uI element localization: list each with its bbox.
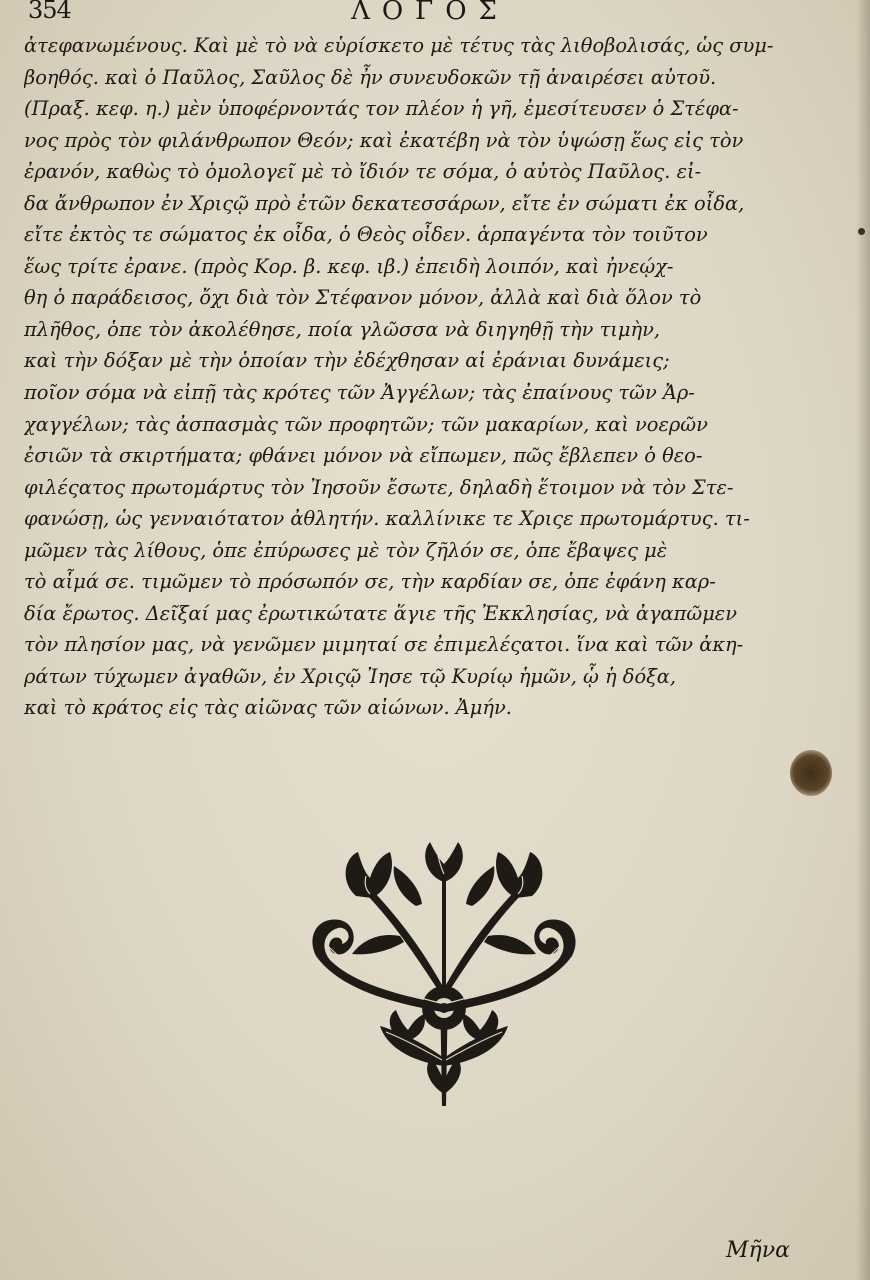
text-line: εἴτε ἐκτὸς τε σώματος ἐκ οἶδα, ὁ Θεὸς οἶδεν. ἁρπαγέντα τὸν τοιῦτον: [24, 223, 708, 247]
text-line: (Πραξ. κεφ. η.) μὲν ὑποφέρνοντάς τον πλέον ἡ γῆ, ἐμεσίτευσεν ὁ Στέφα-: [24, 97, 739, 121]
floral-ornament-icon: [296, 836, 592, 1108]
text-line: ἐσιῶν τὰ σκιρτήματα; φθάνει μόνον νὰ εἴπωμεν, πῶς ἔβλεπεν ὁ θεο-: [24, 444, 703, 468]
running-head: ΛΟΓΟΣ: [351, 0, 509, 26]
text-line: φανώσῃ, ὡς γενναιότατον ἀθλητήν. καλλίνικε τε Χριςε πρωτομάρτυς. τι-: [24, 507, 750, 531]
text-line: ἀτεφανωμένους. Καὶ μὲ τὸ νὰ εὑρίσκετο μὲ τέτυς τὰς λιθοβολισάς, ὡς συμ-: [24, 34, 774, 57]
text-line: πλῆθος, ὁπε τὸν ἀκολέθησε, ποία γλῶσσα νὰ διηγηθῇ τὴν τιμὴν,: [24, 317, 661, 341]
page-header: [0, 0, 870, 26]
text-line: ράτων τύχωμεν ἀγαθῶν, ἐν Χριςῷ Ἰησε τῷ Κυρίῳ ἡμῶν, ᾧ ἡ δόξα,: [24, 664, 677, 688]
text-line-final: καὶ τὸ κράτος εἰς τὰς αἰῶνας τῶν αἰώνων. Ἀμήν.: [24, 696, 512, 720]
page-number: 354: [28, 0, 71, 24]
text-line: ποῖον σόμα νὰ εἰπῇ τὰς κρότες τῶν Ἀγγέλων; τὰς ἐπαίνους τῶν Ἀρ-: [24, 381, 695, 405]
page-edge-shadow: [856, 0, 870, 1280]
text-line: χαγγέλων; τὰς ἀσπασμὰς τῶν προφητῶν; τῶν μακαρίων, καὶ νοερῶν: [24, 412, 708, 436]
text-line: νος πρὸς τὸν φιλάνθρωπον Θεόν; καὶ ἐκατέβη νὰ τὸν ὑψώσῃ ἕως εἰς τὸν: [24, 128, 744, 152]
text-line: φιλέςατος πρωτομάρτυς τὸν Ἰησοῦν ἔσωτε, δηλαδὴ ἕτοιμον νὰ τὸν Στε-: [24, 475, 734, 499]
text-line: ἐρανόν, καθὼς τὸ ὁμολογεῖ μὲ τὸ ἴδιόν τε σόμα, ὁ αὐτὸς Παῦλος. εἰ-: [24, 160, 702, 184]
text-line: βοηθός. καὶ ὁ Παῦλος, Σαῦλος δὲ ἦν συνευδοκῶν τῇ ἀναιρέσει αὐτοῦ.: [24, 65, 717, 89]
text-line: δία ἔρωτος. Δεῖξαί μας ἐρωτικώτατε ἅγιε τῆς Ἐκκλησίας, νὰ ἀγαπῶμεν: [24, 601, 738, 625]
text-line: μῶμεν τὰς λίθους, ὁπε ἐπύρωσες μὲ τὸν ζῆλόν σε, ὁπε ἔβαψες μὲ: [24, 538, 668, 562]
ink-stain: [790, 750, 832, 796]
text-line: θη ὁ παράδεισος, ὄχι διὰ τὸν Στέφανον μόνον, ἀλλὰ καὶ διὰ ὅλον τὸ: [24, 286, 702, 310]
body-text: [24, 30, 844, 724]
text-line: δα ἄνθρωπον ἐν Χριςῷ πρὸ ἐτῶν δεκατεσσάρων, εἴτε ἐν σώματι ἐκ οἶδα,: [24, 191, 745, 215]
text-line: καὶ τὴν δόξαν μὲ τὴν ὁποίαν τὴν ἐδέχθησαν αἱ ἐράνιαι δυνάμεις;: [24, 349, 670, 373]
text-line: τὸν πλησίον μας, νὰ γενῶμεν μιμηταί σε ἐπιμελέςατοι. ἵνα καὶ τῶν ἀκη-: [24, 633, 744, 657]
text-line: τὸ αἷμά σε. τιμῶμεν τὸ πρόσωπόν σε, τὴν καρδίαν σε, ὁπε ἐφάνη καρ-: [24, 570, 716, 594]
catchword: Μῆνα: [726, 1238, 790, 1263]
text-line: ἕως τρίτε ἐρανε. (πρὸς Κορ. β. κεφ. ιβ.) ἐπειδὴ λοιπόν, καὶ ἠνεῴχ-: [24, 254, 674, 278]
